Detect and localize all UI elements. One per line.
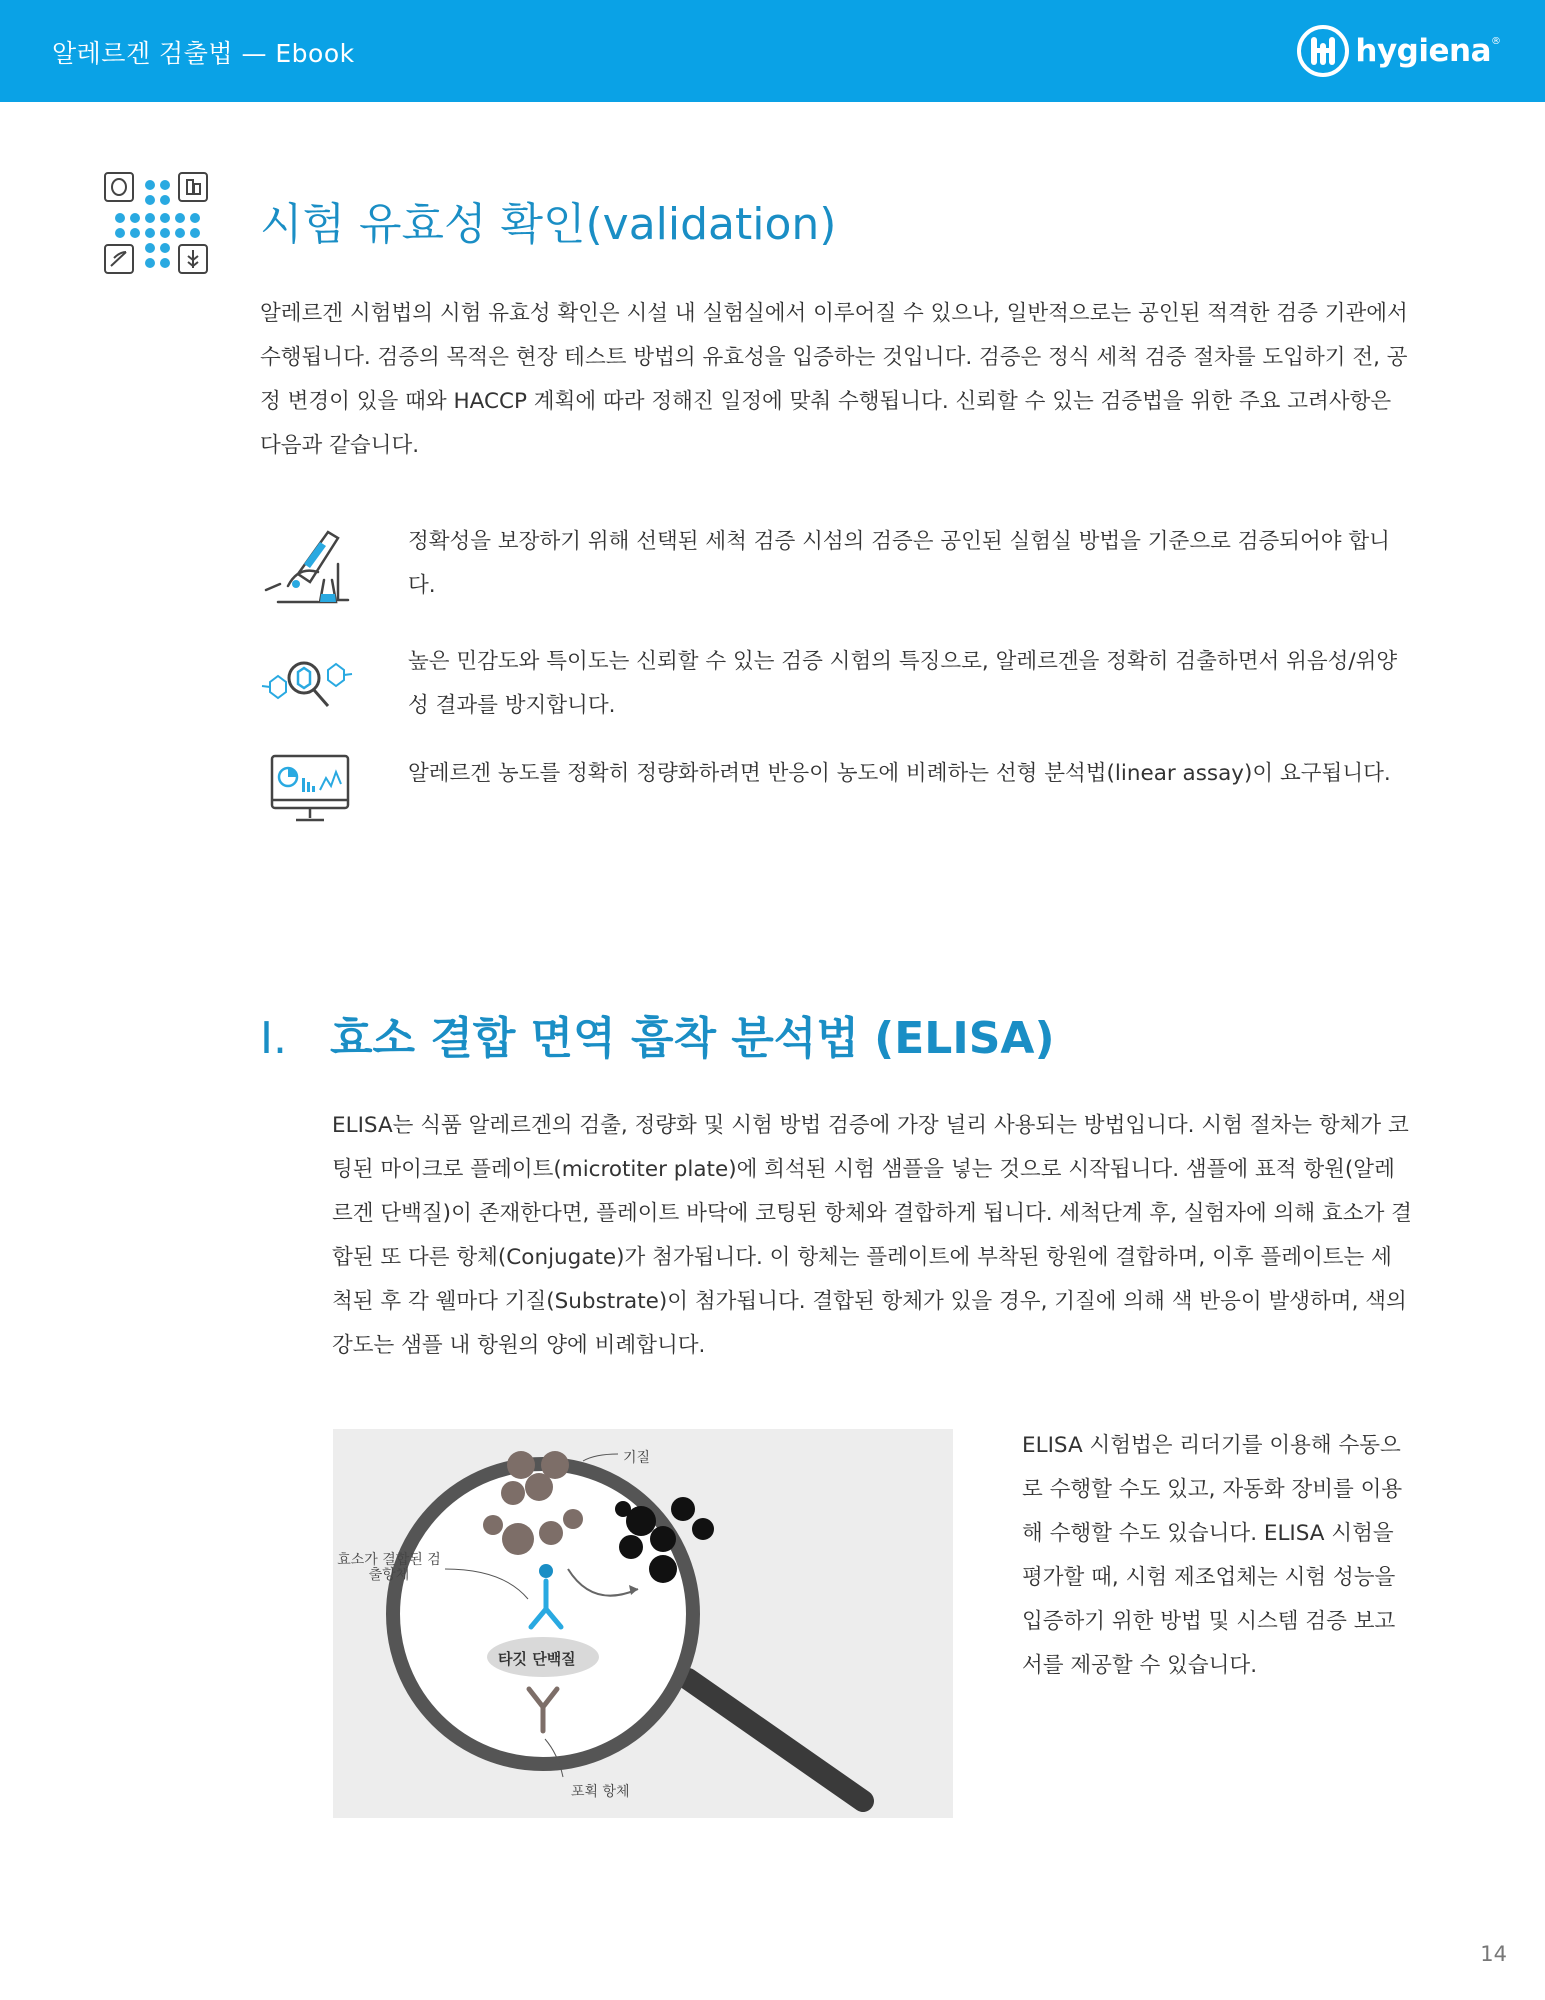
logo-registered-mark: ® (1491, 36, 1501, 47)
magnifier-handle (688, 1679, 863, 1801)
label-conjugate-antibody: 효소가 결합된 검출항체 (337, 1552, 441, 1583)
hygiena-logo (1297, 22, 1501, 80)
microscope-icon (258, 524, 354, 608)
logo-wordmark: hygiena (1355, 33, 1491, 69)
elisa-illustration (333, 1429, 953, 1818)
label-capture-antibody: 포획 항체 (571, 1784, 630, 1800)
hygiena-logo-icon (1297, 25, 1349, 77)
bullet-text-accuracy: 정확성을 보장하기 위해 선택된 세척 검증 시섬의 검증은 공인된 실험실 방법을 기준으로 검증되어야 합니다. (408, 529, 1390, 598)
elisa-diagram (333, 1429, 953, 1818)
section-title-validation: 시험 유효성 확인(validation) (260, 199, 837, 250)
header-bar (0, 0, 1545, 102)
label-target-protein: 타깃 단백질 (498, 1650, 576, 1668)
elisa-side-paragraph: ELISA 시험법은 리더기를 이용해 수동으로 수행할 수도 있고, 자동화 장비를 이용해 수행할 수도 있습니다. ELISA 시험을 평가할 때, 시험 제조업체는 시험 성능을 입증하기 위한 방법 및 시스템 검증 보고서를 제공할 수 있습니다. (1022, 1433, 1403, 1678)
enzyme-dot (539, 1564, 553, 1578)
document-title: 알레르겐 검출법 — Ebook (52, 39, 355, 68)
bullet-text-linear-assay: 알레르겐 농도를 정확히 정량화하려면 반응이 농도에 비례하는 선형 분석법(linear assay)이 요구됩니다. (408, 761, 1391, 786)
section-title-elisa (260, 1002, 1055, 1066)
section-number: I. (260, 1013, 287, 1064)
molecule-magnifier-icon (258, 640, 354, 724)
section-heading-text: 효소 결합 면역 흡착 분석법 (ELISA) (330, 1013, 1055, 1064)
monitor-chart-icon (258, 750, 354, 834)
elisa-body-paragraph: ELISA는 식품 알레르겐의 검출, 정량화 및 시험 방법 검증에 가장 널리 사용되는 방법입니다. 시험 절차는 항체가 코팅된 마이크로 플레이트(microtiter plate)에 희석된 시험 샘플을 넣는 것으로 시작됩니다. 샘플에 표적 항원(알레르겐 단백질)이 존재한다면, 플레이트 바닥에 코팅된 항체와 결합하게 됩니다. 세척단계 후, 실험자에 의해 효소가 결합된 또 다른 항체(Conjugate)가 첨가됩니다. 이 항체는 플레이트에 부착된 항원에 결합하며, 이후 플레이트는 세척된 후 각 웰마다 기질(Substrate)이 첨가됩니다. 결합된 항체가 있을 경우, 기질에 의해 색 반응이 발생하며, 색의 강도는 샘플 내 항원의 양에 비례합니다. (332, 1113, 1412, 1358)
validation-intro-paragraph: 알레르겐 시험법의 시험 유효성 확인은 시설 내 실험실에서 이루어질 수 있으나, 일반적으로는 공인된 적격한 검증 기관에서 수행됩니다. 검증의 목적은 현장 테스트 방법의 유효성을 입증하는 것입니다. 검증은 정식 세척 검증 절차를 도입하기 전, 공정 변경이 있을 때와 HACCP 계획에 따라 정해진 일정에 맞춰 수행됩니다. 신뢰할 수 있는 검증법을 위한 주요 고려사항은 다음과 같습니다. (260, 301, 1408, 458)
page-number: 14 (1480, 1942, 1507, 1966)
food-grid-icon (102, 170, 210, 276)
label-substrate: 기질 (623, 1450, 651, 1466)
bullet-text-sensitivity: 높은 민감도와 특이도는 신뢰할 수 있는 검증 시험의 특징으로, 알레르겐을 정확히 검출하면서 위음성/위양성 결과를 방지합니다. (408, 649, 1398, 718)
leader-substrate (583, 1454, 618, 1461)
